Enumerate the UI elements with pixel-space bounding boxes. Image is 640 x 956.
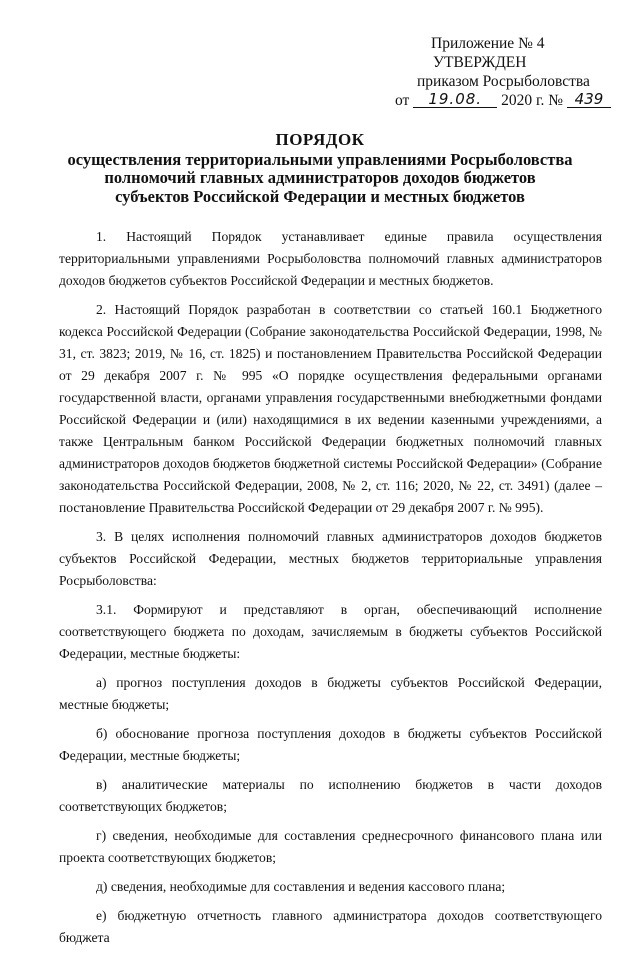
title-line-2: полномочий главных администраторов доходов бюджетов: [104, 168, 536, 187]
appendix-label: Приложение № 4: [431, 35, 545, 52]
document-title: [30, 131, 610, 206]
approved-label: УТВЕРЖДЕН: [433, 54, 527, 71]
title-line-3: субъектов Российской Федерации и местных бюджетов: [115, 186, 525, 206]
order-date-line: [395, 91, 625, 110]
paragraph-3: 3. В целях исполнения полномочий главных администраторов доходов бюджетов субъектов Российской Федерации, местных бюджетов территориальные управления Росрыболовства:: [59, 529, 602, 588]
list-item-d: г) сведения, необходимые для составления среднесрочного финансового плана или проекта соответствующих бюджетов;: [59, 828, 602, 865]
list-item-f: е) бюджетную отчетность главного администратора доходов соответствующего бюджета: [59, 908, 602, 945]
order-year-text: 2020 г. №: [501, 92, 564, 109]
document-body: [59, 226, 602, 956]
list-item-e: д) сведения, необходимые для составления и ведения кассового плана;: [96, 879, 506, 894]
order-label: приказом Росрыболовства: [417, 73, 590, 90]
handwritten-date: 19.08.: [413, 91, 497, 108]
date-prefix: от: [395, 92, 410, 109]
paragraph-1: 1. Настоящий Порядок устанавливает единые правила осуществления территориальными управлениями Росрыболовства полномочий главных администраторов доходов бюджетов субъектов Российской Федерации и местных бюджетов.: [59, 229, 602, 288]
paragraph-2: 2. Настоящий Порядок разработан в соответствии со статьей 160.1 Бюджетного кодекса Российской Федерации (Собрание законодательства Российской Федерации, 1998, № 31, ст. 3823; 2019, № 16, ст. 1825) и постановлением Правительства Российской Федерации от 29 декабря 2007 г. № 995 «О порядке осуществления федеральными органами государственной власти, органами управления государственными внебюджетными фондами Российской Федерации и (или) находящимися в их ведении казенными учреждениями, а также Центральным банком Российской Федерации бюджетных полномочий главных администраторов доходов бюджетов бюджетной системы Российской Федерации» (Собрание законодательства Российской Федерации, 2008, № 2, ст. 116; 2020, № 22, ст. 3491) (далее – постановление Правительства Российской Федерации от 29 декабря 2007 г. № 995).: [59, 302, 602, 515]
list-item-a: а) прогноз поступления доходов в бюджеты субъектов Российской Федерации, местные бюджеты;: [59, 675, 602, 712]
list-item-b: б) обоснование прогноза поступления доходов в бюджеты субъектов Российской Федерации, местные бюджеты;: [59, 726, 602, 763]
title-line-1: осуществления территориальными управлениями Росрыболовства: [67, 149, 573, 169]
title-heading: ПОРЯДОК: [275, 130, 365, 149]
approval-block: [395, 34, 625, 110]
handwritten-number: 439: [567, 91, 611, 108]
paragraph-3-1: 3.1. Формируют и представляют в орган, обеспечивающий исполнение соответствующего бюджета по доходам, зачисляемым в бюджеты субъектов Российской Федерации, местные бюджеты:: [59, 602, 602, 661]
list-item-c: в) аналитические материалы по исполнению бюджетов в части доходов соответствующих бюджетов;: [59, 777, 602, 814]
